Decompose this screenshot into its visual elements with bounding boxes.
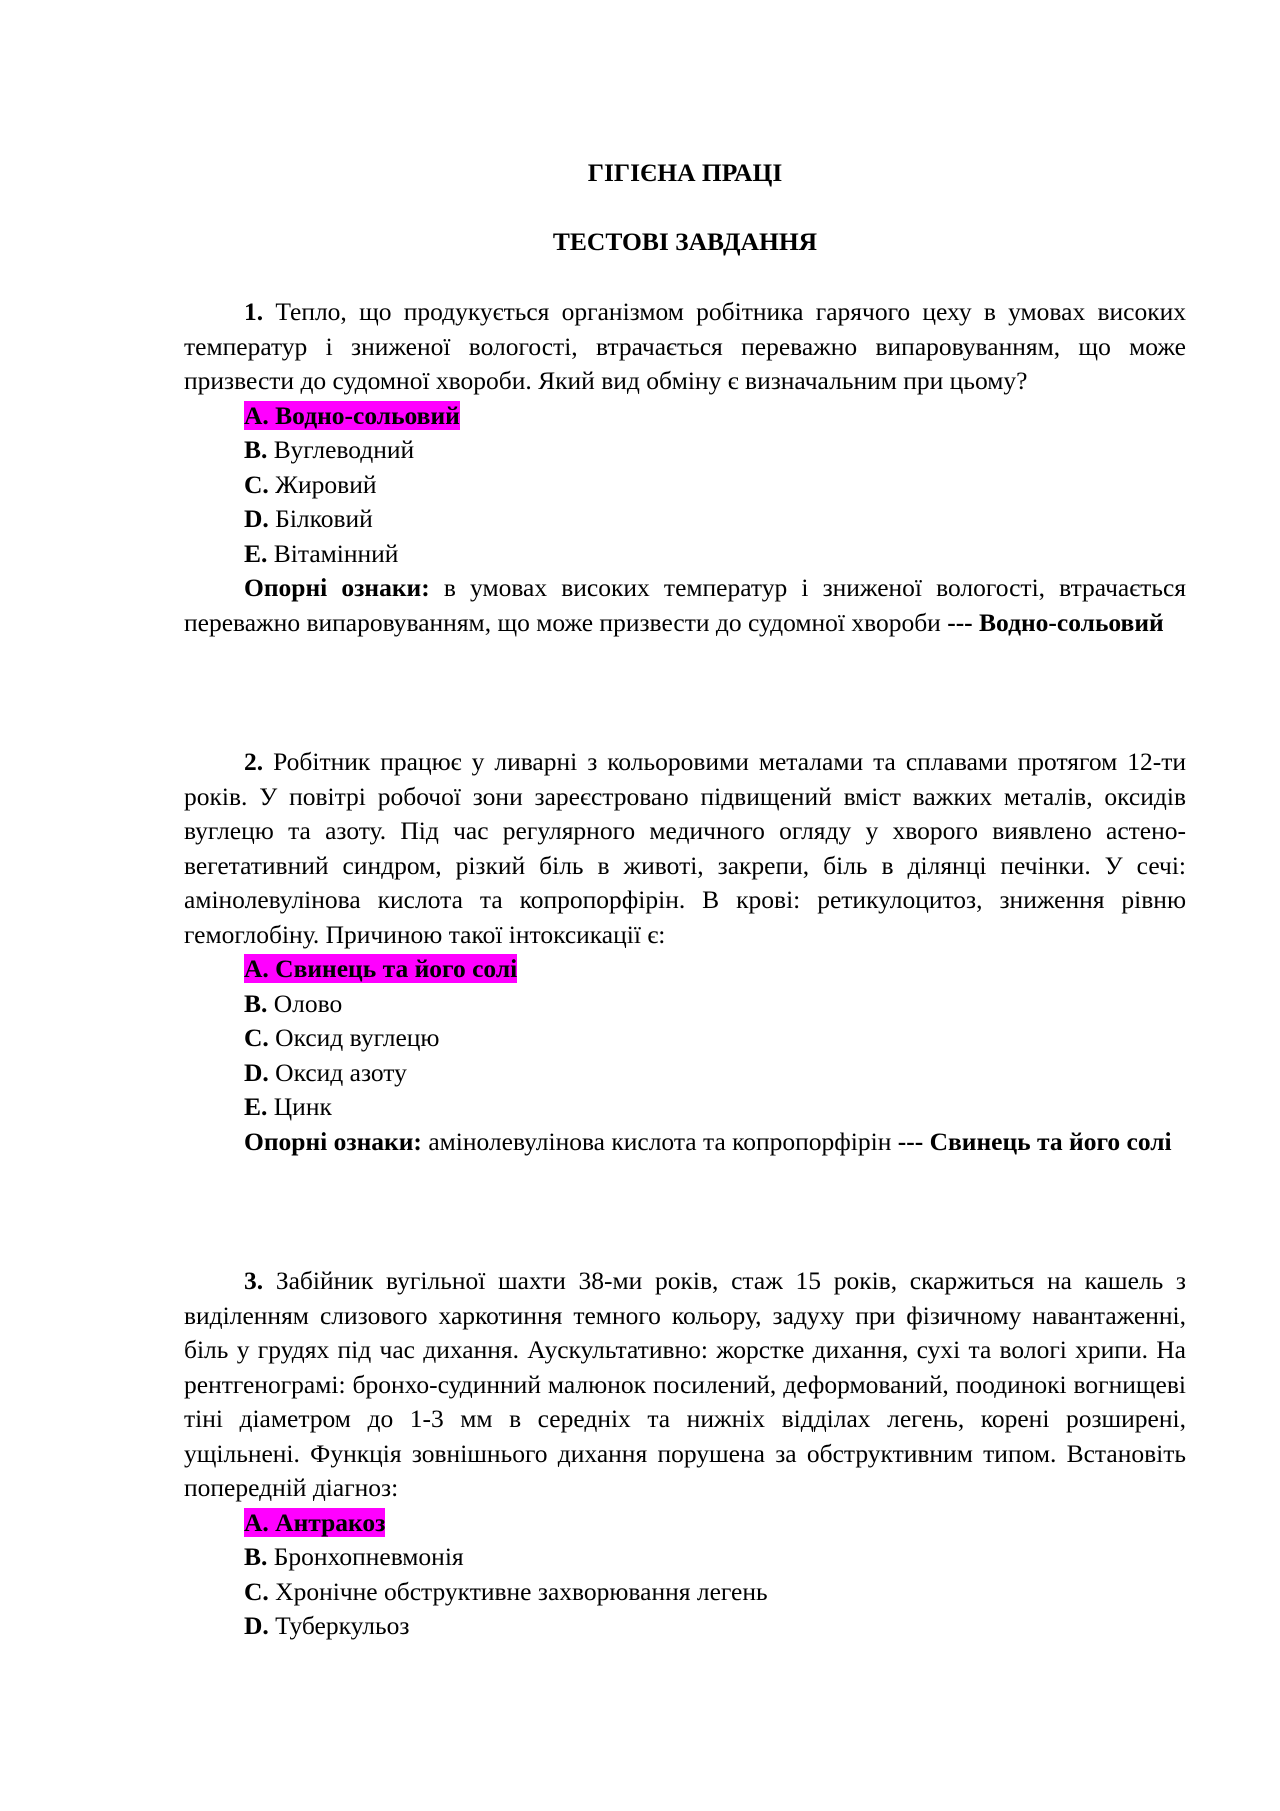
option-d <box>184 1056 1186 1091</box>
option-letter: A. <box>244 400 269 430</box>
option-text: Вуглеводний <box>273 435 415 464</box>
question-2 <box>184 745 1186 1159</box>
option-a <box>184 399 1186 434</box>
reference-signs <box>184 1125 1186 1160</box>
option-c <box>184 1021 1186 1056</box>
option-letter: D. <box>244 504 269 533</box>
option-letter: E. <box>244 538 268 568</box>
option-a <box>184 1506 1186 1541</box>
question-text: Забійник вугільної шахти 38-ми років, стаж 15 років, скаржиться на кашель з виділенням слизового харкотиння темного кольору, задуху при фізичному навантаженні, біль у грудях під час дихання. Аускультативно: жорстке дихання, сухі та вологі хрипи. На рентгенограмі: бронхо-судинний малюнок посилений, деформований, поодинокі вогнищеві тіні діаметром до 1-3 мм в середніх та нижніх відділах легень, корені розширені, ущільнені. Функція зовнішнього дихання порушена за обструктивним типом. Встановіть попередній діагноз: <box>184 1266 1187 1502</box>
option-letter: C. <box>244 469 269 499</box>
option-letter: C. <box>244 1576 269 1606</box>
option-b <box>184 433 1186 468</box>
option-letter: B. <box>244 1542 268 1571</box>
option-c <box>184 1575 1186 1610</box>
reference-answer: --- Водно-сольовий <box>947 607 1164 637</box>
option-b <box>184 987 1186 1022</box>
option-a <box>184 952 1186 987</box>
page-subtitle: ТЕСТОВІ ЗАВДАННЯ <box>552 227 818 256</box>
option-text: Хронічне обструктивне захворювання легень <box>275 1576 768 1606</box>
page-title: ГІГІЄНА ПРАЦІ <box>587 158 783 187</box>
option-letter: C. <box>244 1023 269 1052</box>
question-1 <box>184 295 1186 640</box>
reference-label: Опорні ознаки: <box>244 573 430 602</box>
option-text: Свинець та його солі <box>275 954 518 983</box>
option-letter: A. <box>244 1507 269 1537</box>
reference-text: в умовах високих температур і зниженої вологості, втрачається переважно випаровуванням, що може призвести до судомної хвороби <box>184 573 1186 637</box>
option-text: Цинк <box>273 1092 332 1121</box>
option-letter: E. <box>244 1092 268 1121</box>
question-text: Робітник працює у ливарні з кольоровими металами та сплавами протягом 12-ти років. У повітрі робочої зони зареєстровано підвищений вміст важких металів, оксидів вуглецю та азоту. Під час регулярного медичного огляду у хворого виявлено астено- вегетативний синдром, різкий біль в животі, закрепи, біль в ділянці печінки. У сечі: амінолевулінова кислота та копропорфірін. В крові: ретикулоцитоз, зниження рівню гемоглобіну. Причиною такої інтоксикації є: <box>184 747 1186 949</box>
correct-answer-highlight <box>244 1508 385 1537</box>
option-text: Жировий <box>275 469 377 499</box>
question-text: Тепло, що продукується організмом робітника гарячого цеху в умовах високих температур і зниженої вологості, втрачається переважно випаровуванням, що може призвести до судомної хвороби. Який вид обміну є визначальним при цьому? <box>184 297 1186 395</box>
option-letter: B. <box>244 988 268 1018</box>
reference-signs <box>184 571 1186 640</box>
option-e <box>184 1090 1186 1125</box>
question-stem <box>184 745 1186 952</box>
option-text: Оксид вуглецю <box>275 1023 440 1052</box>
option-e <box>184 537 1186 572</box>
option-letter: D. <box>244 1057 269 1087</box>
option-d <box>184 502 1186 537</box>
option-text: Олово <box>273 988 343 1018</box>
correct-answer-highlight <box>244 401 460 430</box>
option-letter: D. <box>244 1611 269 1640</box>
question-stem <box>184 295 1186 399</box>
option-letter: A. <box>244 954 269 983</box>
option-text: Водно-сольовий <box>275 400 460 430</box>
option-d <box>184 1609 1186 1644</box>
question-number: 1. <box>244 297 264 326</box>
option-b <box>184 1540 1186 1575</box>
question-stem <box>184 1264 1186 1506</box>
option-text: Білковий <box>275 504 373 533</box>
reference-answer: --- Свинець та його солі <box>897 1126 1172 1156</box>
question-number: 2. <box>244 747 264 776</box>
option-text: Вітамінний <box>273 538 399 568</box>
option-text: Антракоз <box>275 1507 386 1537</box>
option-text: Туберкульоз <box>275 1611 410 1640</box>
question-number: 3. <box>244 1266 264 1295</box>
reference-label: Опорні ознаки: <box>244 1126 422 1156</box>
option-c <box>184 468 1186 503</box>
option-text: Бронхопневмонія <box>273 1542 464 1571</box>
option-letter: B. <box>244 435 268 464</box>
reference-text: амінолевулінова кислота та копропорфірін <box>428 1126 892 1156</box>
option-text: Оксид азоту <box>275 1057 407 1087</box>
question-3 <box>184 1264 1186 1644</box>
correct-answer-highlight <box>244 954 517 983</box>
